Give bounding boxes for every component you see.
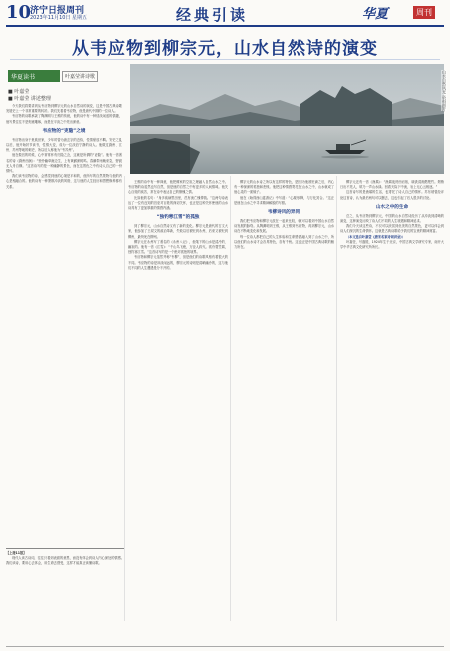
column-divider (124, 176, 125, 621)
brand-logo: 华夏 (362, 7, 389, 22)
lake-mountain-image (130, 64, 444, 174)
body-paragraph: 柳宗元的山水诗之所以有这样的特色，是因为他被贬谪之后，内心有一种深深的孤独和悲愤。他把这种情感寄托在山水之中，山水就成了他心灵的一面镜子。 (234, 180, 334, 195)
section-title: 经典引读 (176, 6, 249, 24)
body-paragraph: 柳宗元在永州写了著名的《永州八记》，他笔下的山水是清冷的、幽寂的。他有一首《江雪》：“千山鸟飞绝，万径人踪灭。孤舟蓑笠翁，独钓寒江雪。”这首诗写的是一个绝对孤独的境界。 (128, 239, 228, 255)
article-column-4 (340, 180, 444, 620)
body-paragraph: 我们把韦应物和柳宗元放在一起来比较，就可以看到中国山水自然诗发展的脉络。从陶渊明到王维，从王维到韦应物，再到柳宗元，山水诗在不断地变化和发展。 (234, 219, 334, 234)
body-paragraph: 柳宗元还有一首《渔翁》：“渔翁夜傍西岩宿，晓汲清湘燃楚竹。烟销日出不见人，欸乃一声山水绿。回看天际下中流，岩上无心云相逐。” (340, 180, 444, 190)
column-divider (336, 176, 337, 621)
body-paragraph: 韦应物和柳宗元虽然并称“韦柳”，但是他们的诗歌风格有着很大的不同。韦应物的诗是冲淡闲远的，柳宗元的诗则是清峭幽冷的，这与他们不同的人生遭遇是分不开的。 (128, 255, 228, 270)
column-note: 叶嘉莹讲诗歌 (62, 71, 98, 82)
body-paragraph: 我们今天读这些诗，不仅可以欣赏到优美的自然景色，更可以体会到诗人们深沉的生命情怀。这就是古典诗歌给予我们的宝贵的精神财富。 (340, 224, 444, 234)
body-paragraph: 韦应物出身于贵族世家，少年时曾为唐玄宗的近侍，性情豪放不羁。安史之乱以后，他开始折节读书，性情大变，成为一位淡泊宁静的诗人。他做过滁州、江州、苏州等地的刺史，所以后人称他为“韦苏州”。 (6, 137, 122, 153)
page-number: 10 (6, 2, 32, 23)
body-paragraph: 总之，从韦应物到柳宗元，中国的山水自然诗经历了从冲淡到清峭的演变，这种演变反映了诗人们不同的人生境遇和精神追求。 (340, 213, 444, 224)
masthead (0, 0, 450, 28)
section-subhead: 韦柳诗风的异同 (267, 210, 301, 216)
body-paragraph: 今天我们将要讲到从韦应物到柳宗元的山水自然诗的演变，这是中国古典诗歌发展史上一个非常重要的转折。我们先看看韦应物，他是唐代中期的一位诗人。 (6, 104, 122, 114)
article-column-1 (6, 104, 122, 544)
column-tag: 华夏读书 (8, 70, 60, 82)
section-subhead: “独钓寒江雪”的孤独 (156, 215, 200, 221)
body-paragraph: 到了柳宗元，山水自然诗又有了新的变化。柳宗元是唐代的古文大家，他参加了王叔文的政治革新，失败以后被贬到永州，后来又被贬到柳州，最终死在柳州。 (128, 224, 228, 239)
headline-rule (10, 59, 440, 60)
article-column-2 (128, 180, 228, 620)
byline: ■ 叶嘉莹 讲述整理 (8, 96, 51, 102)
body-paragraph: 韦应物的诗歌承袭了陶渊明与王维的传统，他的诗中有一种恬淡闲适的情趣，他写景往往不是刻意雕琢，而是在平淡之中见出深意。 (6, 114, 122, 124)
body-paragraph: 比如他的名句：“身多疾病思田里，邑有流亡愧俸钱。”这两句诗表达了一位有良知的官吏对百姓的深切关怀，也正是这种关怀使他的山水诗具有了更加厚重的情感内涵。 (128, 195, 228, 211)
footer-rule (6, 646, 444, 647)
section-subhead: 韦应物的“吏隐”之境 (42, 128, 86, 134)
masthead-rule (6, 25, 444, 27)
body-paragraph: 每一位诗人都把自己的人生体验和生命感悟融入到了山水之中，所以他们的山水诗才会各具特色，各有千秋。这也正是中国古典诗歌的魅力所在。 (234, 234, 334, 250)
photo-caption: 山水自然风光 资料图片 (442, 70, 447, 112)
body-paragraph: 我们读韦应物的诗，会感觉到他的心境是平和的，他所写的自然景物与他的内心是相融合的。他的诗有一种萧散冲淡的风格，这与他的人生经历和思想修养都有关系。 (6, 174, 122, 189)
body-paragraph: 他在《始得西山宴游记》中写道：“心凝形释，与万化冥合。”这正是他在山水之中寻求精神解脱的写照。 (234, 195, 334, 205)
date-line: 2023年11月10日 星期五 (30, 15, 88, 21)
article-headline: 从韦应物到柳宗元，山水自然诗的演变 (72, 39, 378, 59)
continued-title: 【上接11版】 (6, 551, 27, 555)
continued-text: 现代人读古诗词，往往只看到表面的意思，而没有体会到诗人内心深处的情感。我们读诗，要用心去体会，用生命去感受，这样才能真正读懂诗歌。 (6, 556, 124, 566)
author-bio: 叶嘉莹，号迦陵，1924年生于北京，中国古典文学研究专家，南开大学中华古典文化研究所所长。 (340, 239, 444, 250)
lead-photo (130, 64, 444, 174)
section-subhead: 山水之中的生命 (375, 204, 409, 210)
column-divider (230, 176, 231, 621)
source-note: （本文选自叶嘉莹《唐宋名家诗词讲录》） (346, 234, 405, 239)
article-column-3 (234, 180, 334, 620)
body-paragraph: 王维的诗中有一种禅意，他把佛家的空寂之理融入自然山水之中。韦应物的诗虽然也写自然，但是他的自然之中有更多的人间情味。他关心百姓的疾苦，常在诗中表达自己的惭愧之情。 (128, 180, 228, 195)
continued-box (6, 548, 124, 646)
body-paragraph: 他在做官的时候，心中常常怀有归隐之念，这就是所谓的“吏隐”。他有一首著名的诗《滁州西涧》：“独怜幽草涧边生，上有黄鹂深树鸣。春潮带雨晚来急，野渡无人舟自横。”这首诗写的是一种幽静的景色，而在这景色之中有诗人自己的一份情怀。 (6, 153, 122, 174)
paper-name: 济宁日报周刊 (30, 6, 85, 16)
body-paragraph: 这首诗写的是渔翁的生活，也寄托了诗人自己的情怀。苏东坡曾经评论这首诗，认为最后两句可以删去，这也引起了后人很多的讨论。 (340, 190, 444, 200)
byline: ■ 叶嘉莹 (8, 89, 30, 95)
brand-logo-tag: 周刊 (413, 6, 435, 19)
